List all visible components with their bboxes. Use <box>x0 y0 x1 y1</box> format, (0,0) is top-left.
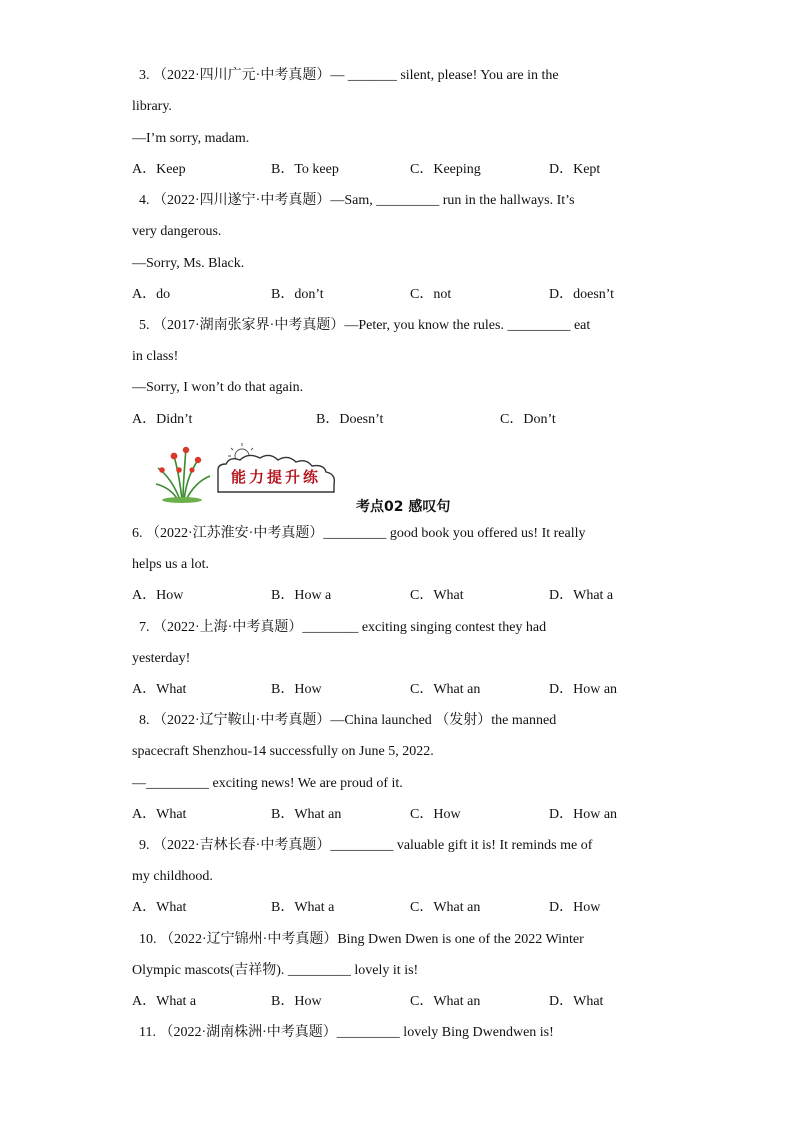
question-7-line-2: yesterday! <box>132 651 191 666</box>
question-6-line-2: helps us a lot. <box>132 557 209 572</box>
option-c[interactable]: C．not <box>410 287 452 302</box>
option-d[interactable]: D．doesn’t <box>549 287 615 302</box>
option-a[interactable]: A．What <box>132 900 187 915</box>
question-7-options <box>132 681 692 699</box>
option-b[interactable]: B．How <box>271 682 322 697</box>
option-d[interactable]: D．What a <box>549 588 614 603</box>
option-b[interactable]: B．How a <box>271 588 332 603</box>
option-a[interactable]: A．Keep <box>132 162 186 177</box>
section-title: 考点02 感叹句 <box>356 499 451 515</box>
option-b[interactable]: B．What a <box>271 900 335 915</box>
question-10-line-2: Olympic mascots(吉祥物). _________ lovely it is! <box>132 963 419 978</box>
question-7-line-1: 7. （2022·上海·中考真题）________ exciting singing contest they had <box>139 620 547 635</box>
question-6-options <box>132 587 692 605</box>
question-4-line-3: —Sorry, Ms. Black. <box>132 256 245 271</box>
question-9-line-2: my childhood. <box>132 869 213 884</box>
option-c[interactable]: C．What an <box>410 994 481 1009</box>
question-5-line-3: —Sorry, I won’t do that again. <box>132 380 304 395</box>
question-8-line-2: spacecraft Shenzhou-14 successfully on June 5, 2022. <box>132 744 434 759</box>
banner-label: 能力提升练 <box>230 468 321 486</box>
option-b[interactable]: B．Doesn’t <box>316 412 384 427</box>
question-8-line-1: 8. （2022·辽宁鞍山·中考真题）—China launched （发射）the manned <box>139 713 557 728</box>
question-8-options <box>132 806 692 824</box>
question-5-line-1: 5. （2017·湖南张家界·中考真题）—Peter, you know the rules. _________ eat <box>139 318 591 333</box>
question-8-line-3: —_________ exciting news! We are proud of it. <box>132 776 403 791</box>
option-d[interactable]: D．How <box>549 900 601 915</box>
option-b[interactable]: B．To keep <box>271 162 339 177</box>
ability-banner <box>152 440 344 504</box>
option-a[interactable]: A．What <box>132 682 187 697</box>
question-11-line-1: 11. （2022·湖南株洲·中考真题）_________ lovely Bing Dwendwen is! <box>139 1025 554 1040</box>
option-a[interactable]: A．Didn’t <box>132 412 193 427</box>
option-b[interactable]: B．How <box>271 994 322 1009</box>
question-4-line-2: very dangerous. <box>132 224 222 239</box>
option-b[interactable]: B．don’t <box>271 287 324 302</box>
option-d[interactable]: D．Kept <box>549 162 601 177</box>
question-4-line-1: 4. （2022·四川遂宁·中考真题）—Sam, _________ run in the hallways. It’s <box>139 193 575 208</box>
option-c[interactable]: C．What <box>410 588 464 603</box>
option-a[interactable]: A．What <box>132 807 187 822</box>
question-9-options <box>132 899 692 917</box>
question-3-options <box>132 161 692 179</box>
question-5-line-2: in class! <box>132 349 179 364</box>
question-6-line-1: 6. （2022·江苏淮安·中考真题）_________ good book you offered us! It really <box>132 526 586 541</box>
question-3-line-2: library. <box>132 99 172 114</box>
question-9-line-1: 9. （2022·吉林长春·中考真题）_________ valuable gift it is! It reminds me of <box>139 838 593 853</box>
question-10-line-1: 10. （2022·辽宁锦州·中考真题）Bing Dwen Dwen is one of the 2022 Winter <box>139 932 584 947</box>
question-4-options <box>132 286 692 304</box>
option-a[interactable]: A．How <box>132 588 184 603</box>
option-c[interactable]: C．How <box>410 807 461 822</box>
option-c[interactable]: C．What an <box>410 682 481 697</box>
option-c[interactable]: C．What an <box>410 900 481 915</box>
option-b[interactable]: B．What an <box>271 807 342 822</box>
option-d[interactable]: D．How an <box>549 682 618 697</box>
option-c[interactable]: C．Don’t <box>500 412 556 427</box>
question-10-options <box>132 993 692 1011</box>
option-a[interactable]: A．What a <box>132 994 197 1009</box>
option-d[interactable]: D．What <box>549 994 604 1009</box>
question-3-line-3: —I’m sorry, madam. <box>132 131 250 146</box>
question-3-line-1: 3. （2022·四川广元·中考真题）— _______ silent, please! You are in the <box>139 68 559 83</box>
option-c[interactable]: C．Keeping <box>410 162 481 177</box>
option-a[interactable]: A．do <box>132 287 171 302</box>
option-d[interactable]: D．How an <box>549 807 618 822</box>
question-5-options <box>132 411 692 429</box>
